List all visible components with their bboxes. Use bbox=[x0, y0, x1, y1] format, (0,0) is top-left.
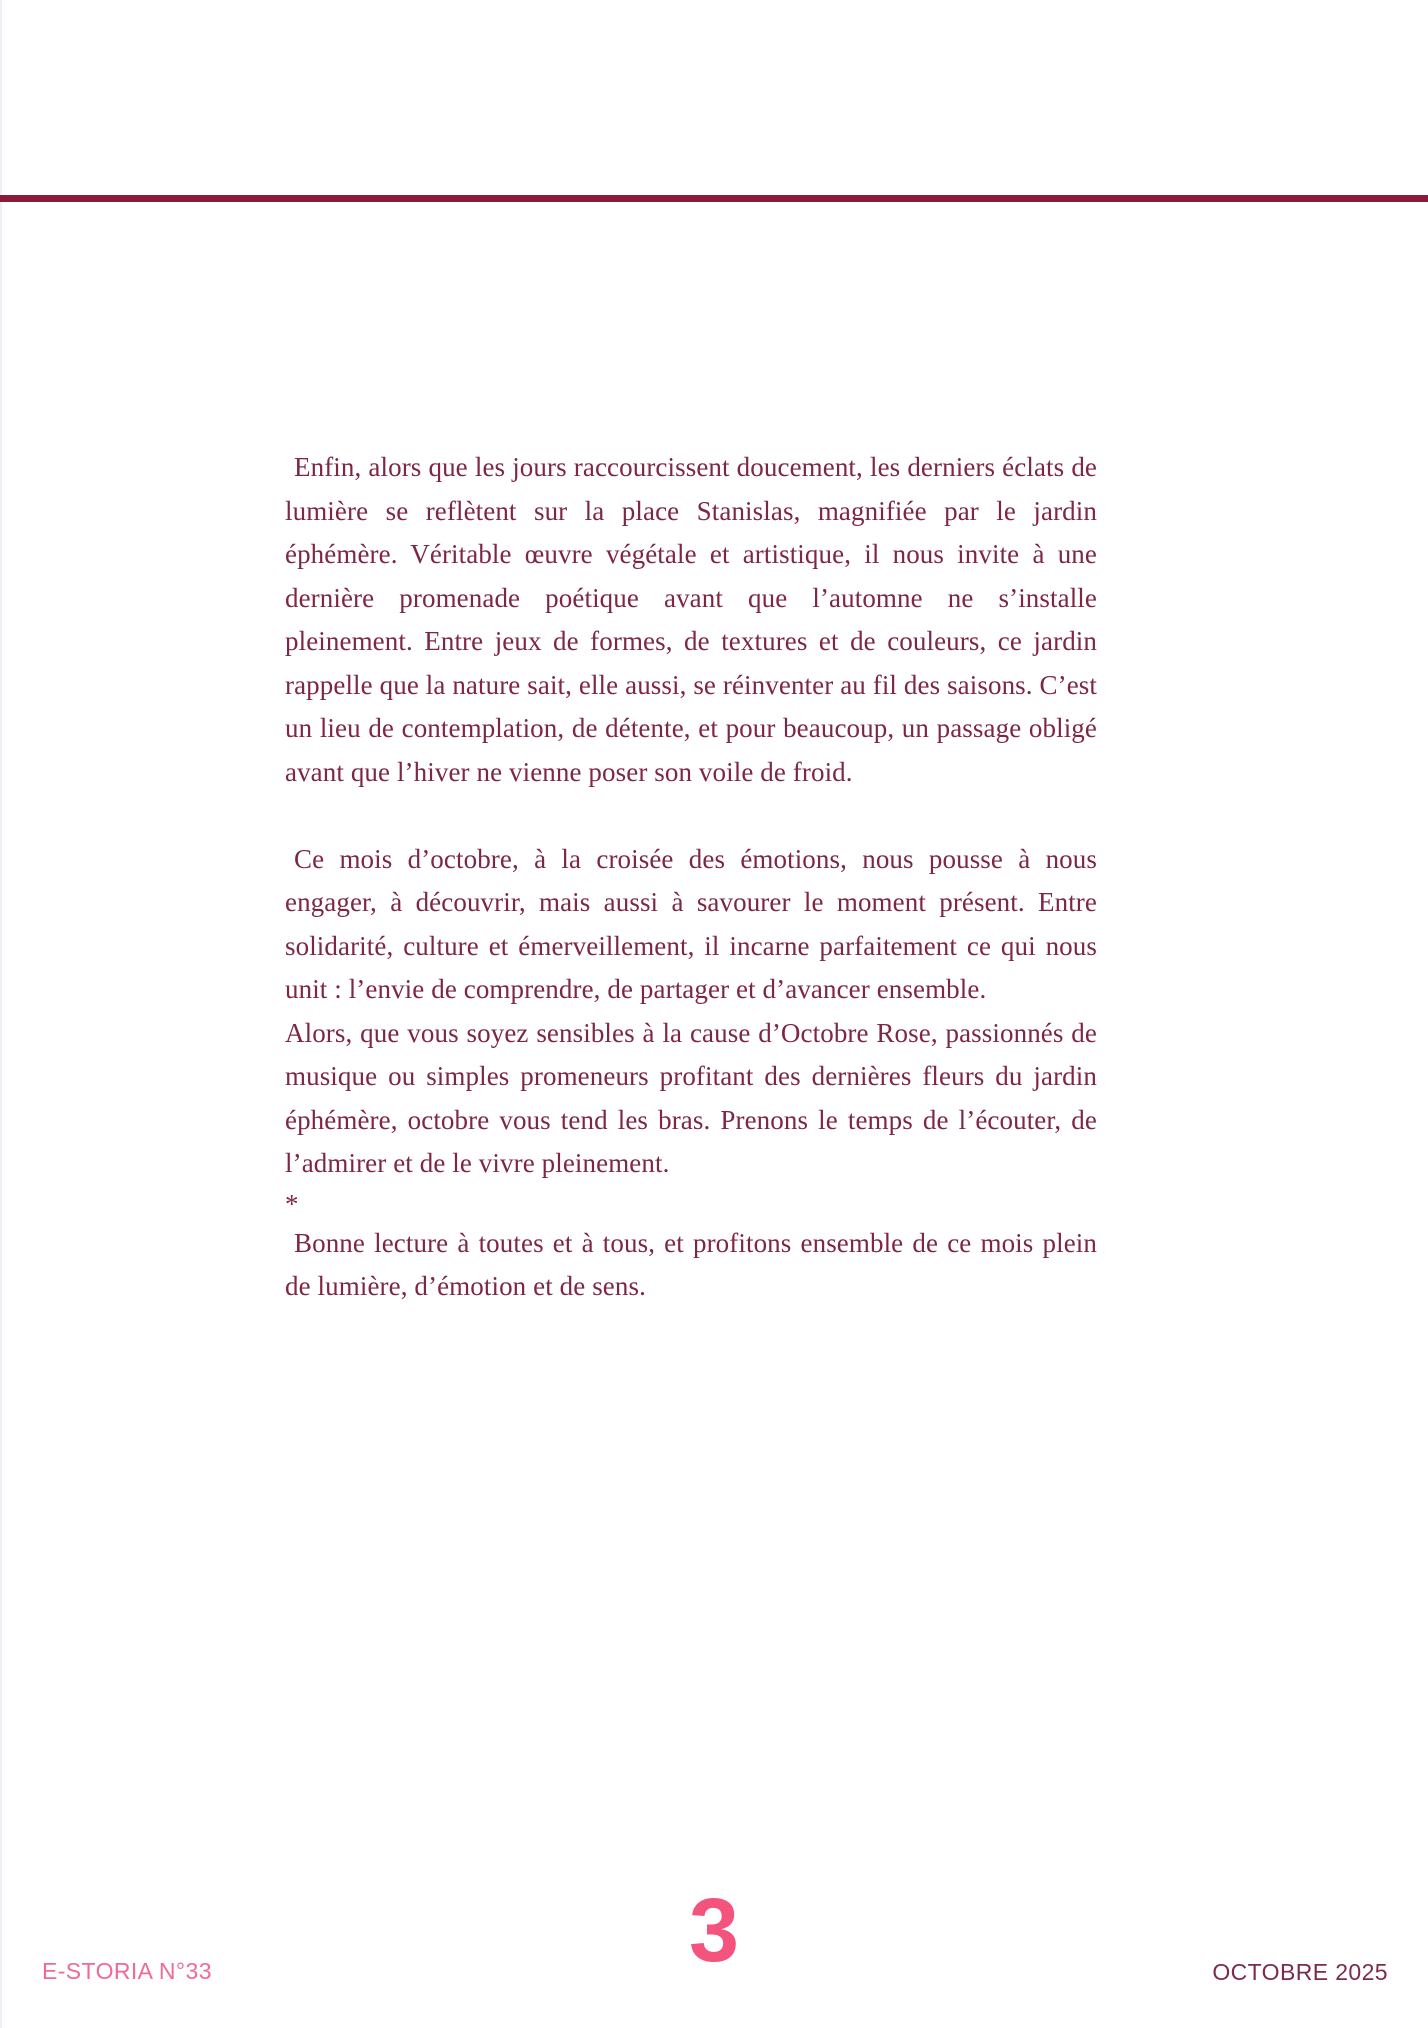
top-rule bbox=[0, 195, 1428, 202]
paragraph: Bonne lecture à toutes et à tous, et profitons ensemble de ce mois plein de lumière, d’émotion et de sens. bbox=[285, 1227, 1097, 1301]
page-edge-line bbox=[0, 0, 2, 2028]
asterisk-separator: * bbox=[285, 1188, 299, 1219]
paragraph: Alors, que vous soyez sensibles à la cause d’Octobre Rose, passionnés de musique ou simples promeneurs profitant des dernières fleurs du jardin éphémère, octobre vous tend les bras. Prenons le temps de l’écouter, de l’admirer et de le vivre pleinement. bbox=[285, 1017, 1097, 1178]
paragraph: Enfin, alors que les jours raccourcissent doucement, les derniers éclats de lumière se reflètent sur la place Stanislas, magnifiée par le jardin éphémère. Véritable œuvre végétale et artistique, il nous invite à une dernière promenade poétique avant que l’automne ne s’installe pleinement. Entre jeux de formes, de textures et de couleurs, ce jardin rappelle que la nature sait, elle aussi, se réinventer au fil des saisons. C’est un lieu de contemplation, de détente, et pour beaucoup, un passage obligé avant que l’hiver ne vienne poser son voile de froid. bbox=[285, 452, 1097, 787]
editorial-text bbox=[285, 446, 1097, 1309]
paragraph: Ce mois d’octobre, à la croisée des émotions, nous pousse à nous engager, à découvrir, mais aussi à savourer le moment présent. Entre solidarité, culture et émerveillement, il incarne parfaitement ce qui nous unit : l’envie de comprendre, de partager et d’avancer ensemble. bbox=[285, 843, 1097, 1004]
footer-issue-label: E-STORIA N°33 bbox=[42, 1958, 212, 1984]
page-number: 3 bbox=[688, 1881, 740, 1981]
footer-date-label: OCTOBRE 2025 bbox=[1212, 1959, 1388, 1985]
